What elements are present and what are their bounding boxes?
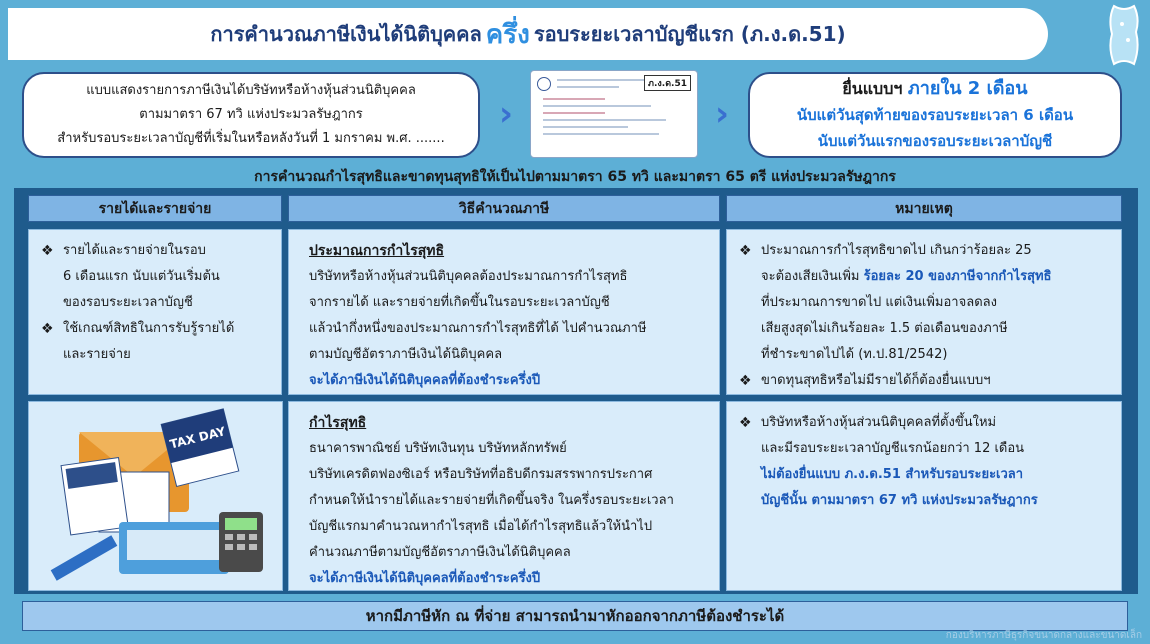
deadline-line: นับแต่วันสุดท้ายของรอบระยะเวลา 6 เดือน [796, 106, 1074, 124]
cell-method-estimate: ประมาณการกำไรสุทธิ บริษัทหรือห้างหุ้นส่วนนิติบุคคลต้องประมาณการกำไรสุทธิ จากรายได้ และรายจ่ายที่เกิดขึ้นในรอบระยะเวลาบัญชี แล้วนำกึ่งหนึ่งของประมาณการกำไรสุทธิที่ได้ ไปคำนวณภาษี ตามบัญชีอัตราภาษีเงินได้นิติบุคคล จะได้ภาษีเงินได้นิติบุคคลที่ต้องชำระครึ่งปี [288, 229, 720, 395]
column-header-income: รายได้และรายจ่าย [28, 195, 282, 222]
form-thumbnail [530, 70, 698, 158]
list-item: ❖ ใช้เกณฑ์สิทธิในการรับรู้รายได้ [41, 316, 269, 342]
tax-day-icon [29, 402, 282, 590]
cell-method-actual: กำไรสุทธิ ธนาคารพาณิชย์ บริษัทเงินทุน บริษัทหลักทรัพย์ บริษัทเครดิตฟองซิเอร์ หรือบริษัทที่อธิบดีกรมสรรพากรประกาศ กำหนดให้นำรายได้และรายจ่ายที่เกิดขึ้นจริง ในครึ่งรอบระยะเวลา บัญชีแรกมาคำนวณหากำไรสุทธิ เมื่อได้กำไรสุทธิแล้วให้นำไป คำนวณภาษีตามบัญชีอัตราภาษีเงินได้นิติบุคคล จะได้ภาษีเงินได้นิติบุคคลที่ต้องชำระครึ่งปี [288, 401, 720, 591]
tax-illustration [28, 401, 283, 591]
intro-line: สำหรับรอบระยะเวลาบัญชีที่เริ่มในหรือหลังวันที่ 1 มกราคม พ.ศ. ....... [57, 131, 445, 146]
tax-day-text: TAX DAY [168, 424, 227, 452]
diamond-icon: ❖ [739, 243, 752, 259]
list-item: ❖ ขาดทุนสุทธิหรือไม่มีรายได้ก็ต้องยื่นแบบฯ [739, 368, 1109, 394]
chevron-right-icon: › [498, 94, 513, 134]
list-item: ❖ รายได้และรายจ่ายในรอบ [41, 238, 269, 264]
intro-box [22, 72, 480, 158]
credit-text: กองบริหารภาษีธุรกิจขนาดกลางและขนาดเล็ก [945, 630, 1142, 641]
deadline-prefix: ยื่นแบบฯ [842, 79, 903, 98]
column-header-note: หมายเหตุ [726, 195, 1122, 222]
title-prefix: การคำนวณภาษีเงินได้นิติบุคคล [210, 22, 482, 46]
diamond-icon: ❖ [41, 321, 54, 337]
title-accent: ครึ่ง [485, 19, 530, 50]
deadline-line: นับแต่วันแรกของรอบระยะเวลาบัญชี [817, 132, 1053, 150]
diamond-icon: ❖ [739, 415, 752, 431]
decorative-shape-icon [1108, 4, 1140, 66]
seal-icon [537, 77, 551, 91]
page-title [8, 8, 1048, 60]
cell-note-new-company: ❖ บริษัทหรือห้างหุ้นส่วนนิติบุคคลที่ตั้งขึ้นใหม่ และมีรอบระยะเวลาบัญชีแรกน้อยกว่า 12 เดือน ไม่ต้องยื่นแบบ ภ.ง.ด.51 สำหรับรอบระยะเวลา บัญชีนั้น ตามมาตรา 67 ทวิ แห่งประมวลรัษฎากร [726, 401, 1122, 591]
diamond-icon: ❖ [739, 373, 752, 389]
column-header-method: วิธีคำนวณภาษี [288, 195, 720, 222]
title-suffix: รอบระยะเวลาบัญชีแรก (ภ.ง.ด.51) [533, 22, 846, 46]
footer-note: หากมีภาษีหัก ณ ที่จ่าย สามารถนำมาหักออกจากภาษีต้องชำระได้ [22, 601, 1128, 631]
list-item: ❖ ประมาณการกำไรสุทธิขาดไป เกินกว่าร้อยละ 25 [739, 238, 1109, 264]
method-title: กำไรสุทธิ [309, 415, 367, 431]
list-item: ❖ บริษัทหรือห้างหุ้นส่วนนิติบุคคลที่ตั้งขึ้นใหม่ [739, 410, 1109, 436]
method-title: ประมาณการกำไรสุทธิ [309, 243, 445, 259]
method-result: จะได้ภาษีเงินได้นิติบุคคลที่ต้องชำระครึ่งปี [309, 571, 541, 586]
deadline-box [748, 72, 1122, 158]
chevron-right-icon: › [714, 94, 729, 134]
deadline-highlight: ภายใน 2 เดือน [907, 78, 1028, 99]
intro-line: ตามมาตรา 67 ทวิ แห่งประมวลรัษฎากร [139, 107, 363, 122]
intro-line: แบบแสดงรายการภาษีเงินได้บริษัทหรือห้างหุ้นส่วนนิติบุคคล [86, 83, 416, 98]
deadline-line [842, 76, 1027, 102]
form-tag: ภ.ง.ด.51 [644, 75, 691, 91]
diamond-icon: ❖ [41, 243, 54, 259]
cell-note-estimate: ❖ ประมาณการกำไรสุทธิขาดไป เกินกว่าร้อยละ 25 จะต้องเสียเงินเพิ่ม ร้อยละ 20 ของภาษีจากกำไรสุทธิ ที่ประมาณการขาดไป แต่เงินเพิ่มอาจลดลง เสียสูงสุดไม่เกินร้อยละ 1.5 ต่อเดือนของภาษี ที่ชำระขาดไปได้ (ท.ป.81/2542) ❖ ขาดทุนสุทธิหรือไม่มีรายได้ก็ต้องยื่นแบบฯ [726, 229, 1122, 395]
section-subheader: การคำนวณกำไรสุทธิและขาดทุนสุทธิให้เป็นไปตามมาตรา 65 ทวิ และมาตรา 65 ตรี แห่งประมวลรัษฎากร [254, 169, 896, 185]
method-result: จะได้ภาษีเงินได้นิติบุคคลที่ต้องชำระครึ่งปี [309, 373, 541, 388]
cell-income: ❖ รายได้และรายจ่ายในรอบ 6 เดือนแรก นับแต่วันเริ่มต้น ของรอบระยะเวลาบัญชี ❖ ใช้เกณฑ์สิทธิในการรับรู้รายได้ และรายจ่าย [28, 229, 282, 395]
